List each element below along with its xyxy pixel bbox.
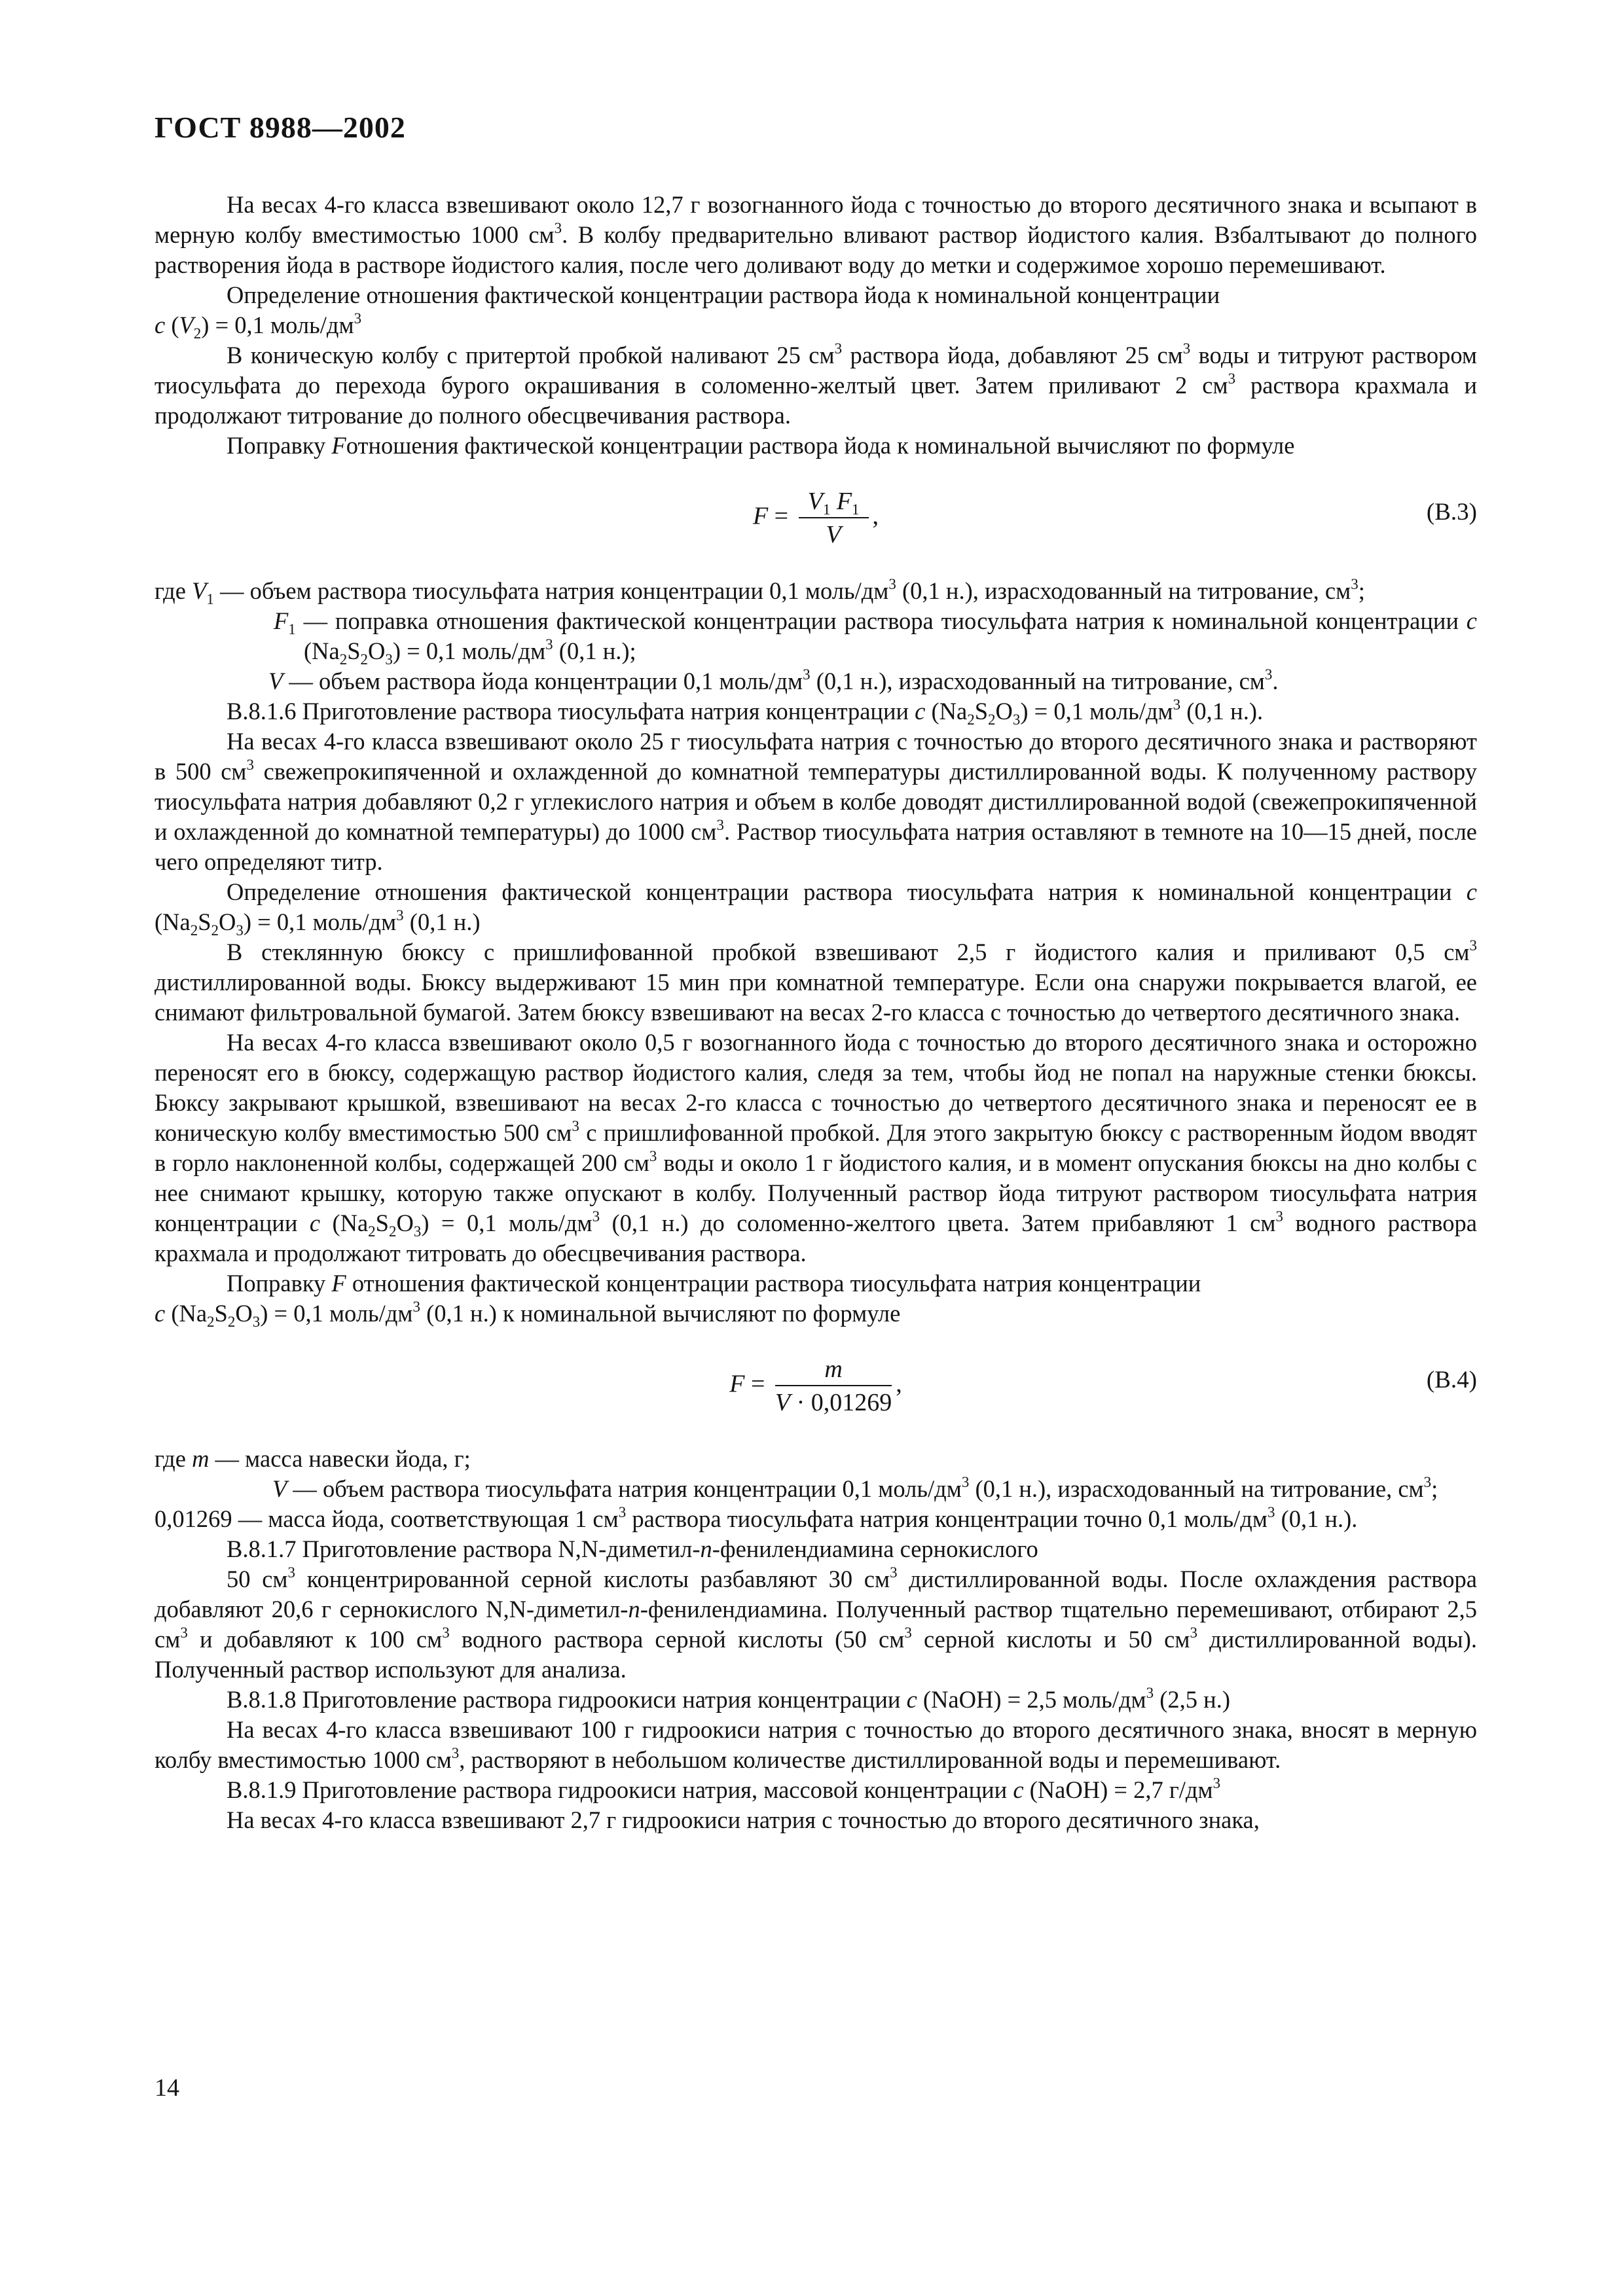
paragraph: В стеклянную бюксу с пришлифованной пробкой взвешивают 2,5 г йодистого калия и приливают 0,5 $см^3$ дистиллированной воды. Бюксу выдерживают 15 мин при комнатной температуре. Если она снаружи покрывается влагой, ее снимают фильтровальной бумагой. Затем бюксу взвешивают на весах 2-го класса с точностью до четвертого десятичного знака. bbox=[155, 937, 1477, 1026]
definition-v: V — объем раствора тиосульфата натрия концентрации 0,1 моль/$дм^3$ (0,1 н.), израсходованный на титрование, $см^3$; bbox=[272, 1474, 1438, 1502]
paragraph: В коническую колбу с притертой пробкой наливают 25 $см^3$ раствора йода, добавляют 25 $см^3$ воды и титруют раствором тиосульфата до перехода бурого окрашивания в соломенно-желтый цвет. Затем приливают 2 $см^3$ раствора крахмала и продолжают титрование до полного обесцвечивания раствора. bbox=[155, 340, 1478, 429]
paragraph: 50 $см^3$ концентрированной серной кислоты разбавляют 30 $см^3$ дистиллированной воды. После охлаждения раствора добавляют 20,6 г сернокислого N,N-диметил-n-фенилендиамина. Полученный раствор тщательно перемешивают, отбирают 2,5 $см^3$ и добавляют к 100 $см^3$ водного раствора серной кислоты (50 $см^3$ серной кислоты и 50 $см^3$ дистиллированной воды). Полученный раствор используют для анализа. bbox=[155, 1564, 1477, 1683]
definition-constant: 0,01269 — масса йода, соответствующая 1 $см^3$ раствора тиосульфата натрия концентрации точно 0,1 моль/$дм^3$ (0,1 н.). bbox=[155, 1504, 1358, 1532]
section-heading: В.8.1.9 Приготовление раствора гидроокиси натрия, массовой концентрации с (NaOH) = 2,7 $г/дм^3$ bbox=[227, 1775, 1221, 1803]
paragraph: На весах 4-го класса взвешивают 100 г гидроокиси натрия с точностью до второго десятичного знака, вносят в мерную колбу вместимостью 1000 $см^3$, растворяют в небольшом количестве дистиллированной воды и перемешивают. bbox=[155, 1716, 1477, 1773]
fraction: $\frac{V_1 F_1}{V}$ bbox=[799, 486, 869, 551]
document-header: ГОСТ 8988—2002 bbox=[155, 111, 406, 144]
formula-expression: F = $\frac{m}{V \cdot 0,01269}$ , bbox=[155, 1354, 1477, 1419]
paragraph: с $(V_2) = 0,1$ моль/$дм^3$ bbox=[155, 310, 362, 342]
section-heading: В.8.1.8 Приготовление раствора гидроокиси натрия концентрации с (NaOH) = 2,5 моль/$дм^3$ (2,5 н.) bbox=[227, 1685, 1230, 1713]
formula-expression: F = $\frac{V_1 F_1}{V}$ , bbox=[155, 486, 1477, 551]
paragraph: с $(Na_2S_2O_3) = 0,1$ моль/$дм^3$ (0,1 н.) к номинальной вычисляют по формуле bbox=[155, 1299, 901, 1330]
definition-v: V — объем раствора йода концентрации 0,1 моль/$дм^3$ (0,1 н.), израсходованный на титрование, $см^3$. bbox=[268, 666, 1279, 694]
section-heading: В.8.1.7 Приготовление раствора N,N-диметил-n-фенилендиамина сернокислого bbox=[227, 1535, 1038, 1562]
page-number: 14 bbox=[155, 2074, 179, 2102]
fraction: $\frac{m}{V \cdot 0,01269}$ bbox=[775, 1354, 892, 1419]
definition-v1: где $V_1$ — объем раствора тиосульфата натрия концентрации 0,1 моль/$дм^3$ (0,1 н.), израсходованный на титрование, $см^3$; bbox=[155, 576, 1365, 607]
paragraph: На весах 4-го класса взвешивают около 12,7 г возогнанного йода с точностью до второго десятичного знака и всыпают в мерную колбу вместимостью 1000 $см^3$. В колбу предварительно вливают раствор йодистого калия. Взбалтывают до полного растворения йода в растворе йодистого калия, после чего доливают воду до метки и содержимое хорошо перемешивают. bbox=[155, 191, 1477, 278]
paragraph: Определение отношения фактической концентрации раствора йода к номинальной концентрации bbox=[227, 281, 1220, 308]
paragraph: На весах 4-го класса взвешивают 2,7 г гидроокиси натрия с точностью до второго десятичного знака, bbox=[227, 1806, 1260, 1833]
paragraph: Определение отношения фактической концентрации раствора тиосульфата натрия к номинальной концентрации с $(Na_2S_2O_3) = 0,1$ моль/$дм^3$ (0,1 н.) bbox=[155, 878, 1477, 939]
equation-number: (В.4) bbox=[1426, 1367, 1477, 1393]
paragraph: Поправку Fотношения фактической концентрации раствора йода к номинальной вычисляют по формуле bbox=[227, 432, 1295, 459]
formula-b3 bbox=[155, 467, 1477, 565]
document-body bbox=[155, 190, 1477, 1835]
paragraph: На весах 4-го класса взвешивают около 0,5 г возогнанного йода с точностью до второго десятичного знака и осторожно переносят его в бюксу, содержащую раствор йодистого калия, следя за тем, чтобы йод не попал на наружные стенки бюксы. Бюксу закрывают крышкой, взвешивают на весах 2-го класса с точностью до четвертого десятичного знака и переносят ее в коническую колбу вместимостью 500 $см^3$ с пришлифованной пробкой. Для этого закрытую бюксу с растворенным йодом вводят в горло наклоненной колбы, содержащей 200 $см^3$ воды и около 1 г йодистого калия, и в момент опускания бюксы на дно колбы с нее снимают крышку, которую также опускают в колбу. Полученный раствор йода титруют раствором тиосульфата натрия концентрации с $(Na_2S_2O_3) = 0,1$ моль/$дм^3$ (0,1 н.) до соломенно-желтого цвета. Затем прибавляют 1 $см^3$ водного раствора крахмала и продолжают титровать до обесцвечивания раствора. bbox=[155, 1029, 1478, 1266]
definition-m: где m — масса навески йода, г; bbox=[155, 1445, 471, 1472]
equation-number: (В.3) bbox=[1426, 499, 1477, 526]
paragraph: Поправку F отношения фактической концентрации раствора тиосульфата натрия концентрации bbox=[227, 1270, 1201, 1297]
paragraph: На весах 4-го класса взвешивают около 25 г тиосульфата натрия с точностью до второго десятичного знака и растворяют в 500 $см^3$ свежепрокипяченной и охлажденной до комнатной температуры дистиллированной воды. К полученному раствору тиосульфата натрия добавляют 0,2 г углекислого натрия и объем в колбе доводят дистиллированной водой (свежепрокипяченной и охлажденной до комнатной температуры) до 1000 $см^3$. Раствор тиосульфата натрия оставляют в темноте на 10—15 дней, после чего определяют титр. bbox=[155, 728, 1477, 875]
definition-f1: $F_1$ — поправка отношения фактической концентрации раствора тиосульфата натрия к номинальной концентрации с $(Na_2S_2O_3) = 0,1$ моль/$дм^3$ (0,1 н.); bbox=[274, 607, 1477, 668]
section-heading: В.8.1.6 Приготовление раствора тиосульфата натрия концентрации с $(Na_2S_2O_3) = 0,1$ моль/$дм^3$ (0,1 н.). bbox=[227, 696, 1264, 728]
formula-b4 bbox=[155, 1335, 1477, 1433]
